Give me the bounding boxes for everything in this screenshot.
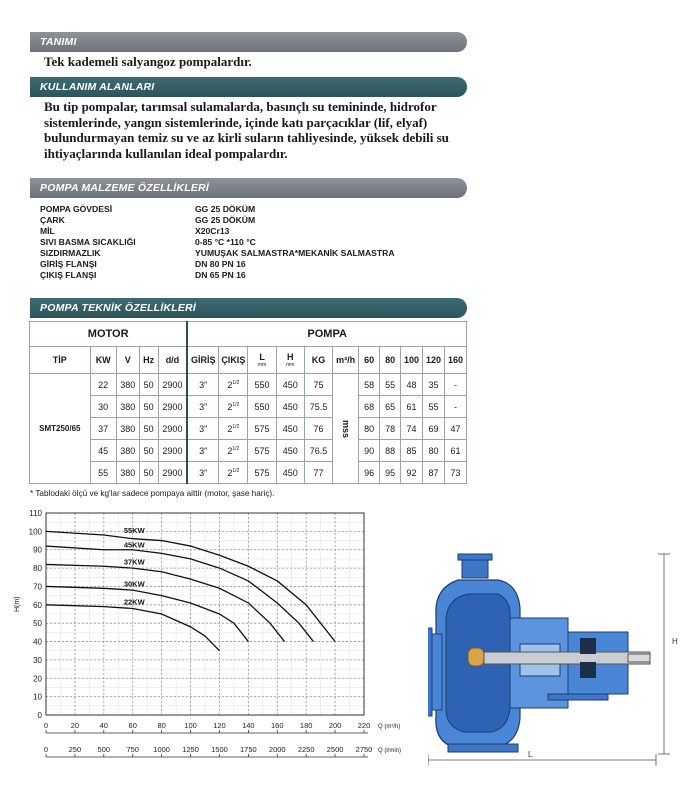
dd-cell: 2900 [158,462,187,484]
pump-body [428,554,650,752]
flow-head-cell: 80 [423,440,445,462]
y-tick-label: 80 [33,564,42,574]
col-hz: Hz [139,347,158,374]
chart-ylabel: H(m) [14,596,21,612]
table-row [30,374,467,396]
h-cell: 450 [276,462,304,484]
table-row [30,418,467,440]
col-q100: 100 [401,347,423,374]
x-tick-label-m3h: 80 [157,721,166,730]
x-tick-label-m3h: 220 [357,721,371,730]
l-cell: 575 [248,440,276,462]
giris-cell: 3" [187,462,218,484]
spec-value: DN 65 PN 16 [195,270,246,280]
mss-cell [333,374,359,484]
spec-key: GİRİŞ FLANŞI [40,259,97,269]
hz-cell: 50 [139,418,158,440]
flow-head-cell: 69 [423,418,445,440]
dimension-h-label: H [672,637,678,646]
col-dd: d/d [158,347,187,374]
cikis-fraction: 1/2 [232,401,240,408]
spec-row [40,226,395,237]
x-tick-label-lmin: 0 [43,745,49,754]
cikis-fraction: 1/2 [232,467,240,474]
spec-key: SIVI BASMA SICAKLIĞI [40,237,136,247]
flow-head-cell: 92 [401,462,423,484]
flow-head-cell: 95 [380,462,401,484]
pump-cross-section-drawing [428,548,686,773]
spec-row [40,204,395,215]
cikis-value: 2 [227,467,233,478]
spec-row [40,237,395,248]
cikis-fraction: 1/2 [232,379,240,386]
col-q80: 80 [380,347,401,374]
x-axis-label-lmin: Q (l/min) [378,748,401,754]
h-cell: 450 [276,418,304,440]
x-tick-label-m3h: 0 [43,721,49,730]
hz-cell: 50 [139,440,158,462]
giris-cell: 3" [187,374,218,396]
hz-cell: 50 [139,374,158,396]
type-cell: SMT250/65 [30,374,91,484]
spec-value: 0-85 °C *110 °C [195,237,256,247]
spec-row [40,270,395,281]
spec-row [40,248,395,259]
flow-head-cell: 73 [444,462,466,484]
cikis-fraction: 1/2 [232,445,240,452]
kullanim-line: ihtiyaçlarında kullanılan ideal pompalardır. [44,145,288,161]
y-tick-label: 60 [33,600,42,610]
spec-key: POMPA GÖVDESİ [40,204,113,214]
y-tick-label: 50 [33,619,42,629]
dimension-l-label: L [528,750,533,759]
kullanim-line: bulundurmayan temiz su ve az kirli suların tahliyesinde, yüksek debili su [44,130,449,145]
table-row [30,462,467,484]
x-tick-label-m3h: 100 [184,721,197,730]
flow-head-cell: - [444,396,466,418]
dd-cell: 2900 [158,396,187,418]
spec-value: YUMUŞAK SALMASTRA*MEKANİK SALMASTRA [195,248,395,258]
v-cell: 380 [116,396,139,418]
flow-head-cell: 65 [380,396,401,418]
flow-head-cell: 80 [359,418,380,440]
spec-row [40,259,395,270]
kullanim-line: Bu tip pompalar, tarımsal sulamalarda, basınçlı su temininde, hidrofor [44,99,437,114]
cikis-value: 2 [227,445,233,456]
flow-head-cell: 68 [359,396,380,418]
col-kw: KW [90,347,116,374]
material-spec-list [40,204,395,281]
kullanim-text [44,99,474,161]
section-header-tanimi: TANIMI [30,32,467,52]
col-l-label: L [259,352,265,362]
x-tick-label-m3h: 180 [299,721,313,730]
cikis-cell [219,440,248,462]
col-flow: m³/h [333,347,359,374]
l-cell: 550 [248,374,276,396]
col-cikis: ÇIKIŞ [219,347,248,374]
tanimi-text: Tek kademeli salyangoz pompalardır. [44,54,252,69]
spec-value: X20Cr13 [195,226,230,236]
col-h [276,347,304,374]
table-row [30,396,467,418]
x-axis-label-m3h: Q (m³/h) [378,724,401,730]
y-tick-label: 20 [33,674,42,684]
kullanim-line: sistemlerinde, yangın sistemlerinde, içinde katı parçacıklar (lif, elyaf) [44,114,428,130]
spec-value: DN 80 PN 16 [195,259,246,269]
dd-cell: 2900 [158,440,187,462]
l-cell: 575 [248,418,276,440]
x-tick-label-lmin: 2750 [355,745,373,754]
h-cell: 450 [276,396,304,418]
kg-cell: 76.5 [304,440,332,462]
y-tick-label: 100 [28,527,42,537]
x-tick-label-m3h: 140 [242,721,255,730]
v-cell: 380 [116,418,139,440]
kw-cell: 37 [90,418,116,440]
giris-cell: 3" [187,440,218,462]
flow-head-cell: 85 [401,440,423,462]
x-tick-label-m3h: 20 [70,721,80,730]
l-cell: 550 [248,396,276,418]
flow-head-cell: 47 [444,418,466,440]
flow-head-cell: 74 [401,418,423,440]
h-cell: 450 [276,374,304,396]
flow-head-cell: 90 [359,440,380,462]
col-q120: 120 [423,347,445,374]
x-tick-label-lmin: 2250 [297,745,315,754]
x-tick-label-lmin: 1250 [182,745,199,754]
curve-label: 30KW [123,579,145,589]
y-tick-label: 10 [33,692,42,702]
y-tick-label: 90 [33,545,42,555]
performance-chart [0,505,425,770]
x-tick-label-lmin: 500 [97,745,111,754]
x-tick-label-lmin: 750 [126,745,139,754]
kg-cell: 76 [304,418,332,440]
x-tick-label-m3h: 40 [99,721,108,730]
flow-head-cell: 87 [423,462,445,484]
x-tick-label-lmin: 1750 [240,745,257,754]
v-cell: 380 [116,440,139,462]
table-row [30,440,467,462]
x-tick-label-lmin: 1000 [153,745,170,754]
x-tick-label-lmin: 1500 [211,745,228,754]
mss-label: mss [340,419,351,438]
v-cell: 380 [116,462,139,484]
col-l [248,347,276,374]
dd-cell: 2900 [158,418,187,440]
technical-table [29,321,467,484]
cikis-cell [219,396,248,418]
flow-head-cell: 58 [359,374,380,396]
flow-head-cell: - [444,374,466,396]
hz-cell: 50 [139,396,158,418]
col-q60: 60 [359,347,380,374]
table-footnote: * Tablodaki ölçü ve kg'lar sadece pompaya aittir (motor, şase hariç). [30,489,275,498]
kw-cell: 30 [90,396,116,418]
dd-cell: 2900 [158,374,187,396]
cikis-value: 2 [227,423,233,434]
col-tip: TİP [30,347,91,374]
x-tick-label-m3h: 120 [213,721,226,730]
kg-cell: 75 [304,374,332,396]
kg-cell: 75.5 [304,396,332,418]
flow-head-cell: 61 [401,396,423,418]
spec-value: GG 25 DÖKÜM [195,204,256,214]
l-cell: 575 [248,462,276,484]
y-tick-label: 0 [37,711,42,720]
pompa-group-label: POMPA [187,322,466,347]
curve-label: 22KW [123,597,145,607]
spec-key: ÇIKIŞ FLANŞI [40,270,97,280]
kw-cell: 55 [90,462,116,484]
spec-value: GG 25 DÖKÜM [195,215,256,225]
flow-head-cell: 61 [444,440,466,462]
cikis-cell [219,462,248,484]
x-tick-label-lmin: 250 [68,745,82,754]
curve-label: 45KW [123,540,145,550]
y-tick-label: 30 [33,655,42,665]
v-cell: 380 [116,374,139,396]
table-group-row [30,322,467,347]
flow-head-cell: 78 [380,418,401,440]
cikis-cell [219,418,248,440]
y-tick-label: 40 [33,637,42,647]
flow-head-cell: 48 [401,374,423,396]
flow-head-cell: 88 [380,440,401,462]
section-header-malzeme: POMPA MALZEME ÖZELLİKLERİ [30,178,467,198]
cikis-value: 2 [227,401,233,412]
x-tick-label-lmin: 2500 [326,745,344,754]
x-tick-label-m3h: 200 [328,721,342,730]
flow-head-cell: 35 [423,374,445,396]
section-header-kullanim: KULLANIM ALANLARI [30,77,467,97]
col-giris: GİRİŞ [187,347,218,374]
motor-group-label: MOTOR [30,322,188,347]
spec-key: MİL [40,226,55,236]
spec-key: ÇARK [40,215,65,225]
table-header-row [30,347,467,374]
giris-cell: 3" [187,418,218,440]
cikis-value: 2 [227,379,233,390]
h-cell: 450 [276,440,304,462]
x-tick-label-m3h: 160 [271,721,284,730]
col-h-label: H [287,352,294,362]
col-h-unit: mm [286,362,295,368]
giris-cell: 3" [187,396,218,418]
y-tick-label: 70 [33,582,42,592]
kw-cell: 45 [90,440,116,462]
x-tick-label-m3h: 60 [128,721,137,730]
cikis-fraction: 1/2 [232,423,240,430]
curve-label: 55KW [123,526,145,536]
col-q160: 160 [444,347,466,374]
kw-cell: 22 [90,374,116,396]
curve-label: 37KW [123,557,145,567]
spec-row [40,215,395,226]
y-tick-label: 110 [29,509,42,518]
flow-head-cell: 96 [359,462,380,484]
flow-head-cell: 55 [380,374,401,396]
col-kg: KG [304,347,332,374]
col-v: V [116,347,139,374]
spec-key: SIZDIRMAZLIK [40,248,101,258]
col-l-unit: mm [257,362,267,368]
flow-head-cell: 55 [423,396,445,418]
cikis-cell [219,374,248,396]
section-header-teknik: POMPA TEKNİK ÖZELLİKLERİ [30,298,467,318]
kg-cell: 77 [304,462,332,484]
hz-cell: 50 [139,462,158,484]
x-tick-label-lmin: 2000 [268,745,286,754]
